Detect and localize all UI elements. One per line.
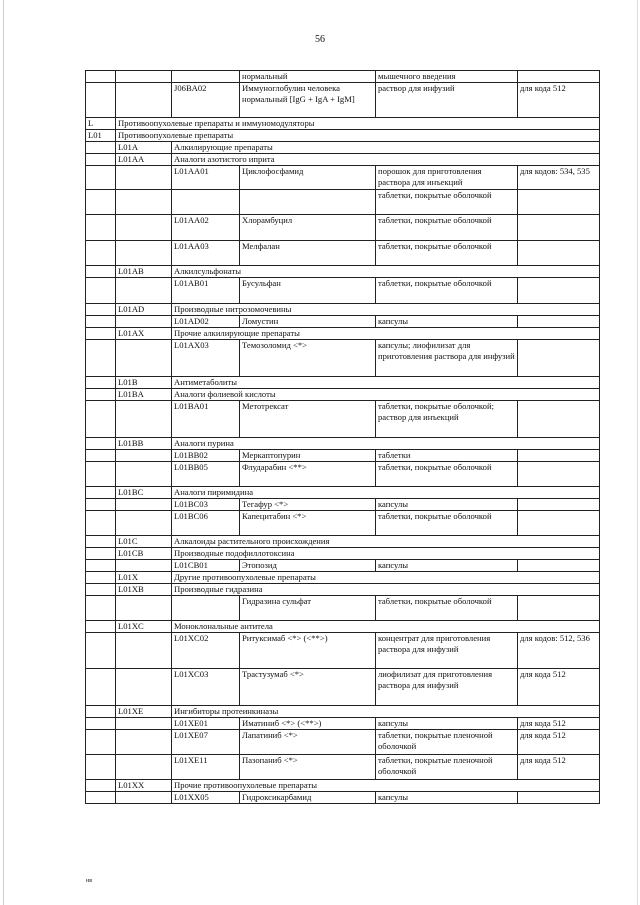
name-cell: Ломустин bbox=[240, 316, 376, 328]
atc-cell bbox=[86, 166, 116, 190]
note-cell bbox=[518, 450, 600, 462]
footer-mark: нв bbox=[86, 878, 93, 884]
group-title-cell: Ингибиторы протеинкиназы bbox=[172, 706, 600, 718]
name-cell: Темозоломид <*> bbox=[240, 340, 376, 377]
empty-cell bbox=[116, 166, 172, 190]
group-title-cell: Производные подофиллотоксина bbox=[172, 548, 600, 560]
note-cell: для кода 512 bbox=[518, 730, 600, 755]
group-title-cell: Другие противоопухолевые препараты bbox=[172, 572, 600, 584]
code-cell: L01XE11 bbox=[172, 755, 240, 780]
empty-cell bbox=[86, 780, 116, 792]
group-code-cell: L01 bbox=[86, 130, 116, 142]
empty-cell bbox=[116, 560, 172, 572]
note-cell bbox=[518, 462, 600, 487]
empty-cell bbox=[116, 278, 172, 304]
form-cell: порошок для приготовления раствора для инъекций bbox=[376, 166, 518, 190]
group-row bbox=[86, 266, 600, 278]
name-cell: Гидроксикарбамид bbox=[240, 792, 376, 804]
table-row bbox=[86, 511, 600, 536]
empty-cell bbox=[86, 328, 116, 340]
group-code-cell: L01XE bbox=[116, 706, 172, 718]
atc-cell bbox=[86, 633, 116, 669]
name-cell: Трастузумаб <*> bbox=[240, 669, 376, 706]
note-cell bbox=[518, 511, 600, 536]
atc-cell bbox=[86, 340, 116, 377]
table-row bbox=[86, 83, 600, 118]
name-cell: Мелфалан bbox=[240, 241, 376, 266]
table-row bbox=[86, 278, 600, 304]
code-cell: L01AX03 bbox=[172, 340, 240, 377]
note-cell: для кодов: 534, 535 bbox=[518, 166, 600, 190]
note-cell bbox=[518, 241, 600, 266]
name-cell: Иматиниб <*> (<**>) bbox=[240, 718, 376, 730]
group-code-cell: L01AX bbox=[116, 328, 172, 340]
empty-cell bbox=[116, 71, 172, 83]
empty-cell bbox=[116, 718, 172, 730]
code-cell: L01XX05 bbox=[172, 792, 240, 804]
group-title-cell: Производные нитрозомочевины bbox=[172, 304, 600, 316]
atc-cell bbox=[86, 71, 116, 83]
empty-cell bbox=[86, 572, 116, 584]
table-row bbox=[86, 755, 600, 780]
empty-cell bbox=[86, 304, 116, 316]
code-cell: L01XE07 bbox=[172, 730, 240, 755]
group-code-cell: L01X bbox=[116, 572, 172, 584]
empty-cell bbox=[116, 499, 172, 511]
atc-cell bbox=[86, 730, 116, 755]
form-cell: таблетки, покрытые оболочкой bbox=[376, 462, 518, 487]
empty-cell bbox=[116, 190, 172, 215]
table-row bbox=[86, 792, 600, 804]
group-row bbox=[86, 130, 600, 142]
atc-cell bbox=[86, 596, 116, 621]
group-title-cell: Алкилсульфонаты bbox=[172, 266, 600, 278]
name-cell: нормальный bbox=[240, 71, 376, 83]
form-cell: капсулы bbox=[376, 316, 518, 328]
note-cell: для кода 512 bbox=[518, 669, 600, 706]
note-cell bbox=[518, 278, 600, 304]
note-cell bbox=[518, 316, 600, 328]
form-cell: таблетки, покрытые оболочкой bbox=[376, 596, 518, 621]
atc-cell bbox=[86, 190, 116, 215]
form-cell: таблетки, покрытые пленочной оболочкой bbox=[376, 755, 518, 780]
table-row bbox=[86, 316, 600, 328]
code-cell: L01BC06 bbox=[172, 511, 240, 536]
atc-cell bbox=[86, 792, 116, 804]
table-row bbox=[86, 401, 600, 438]
group-title-cell: Аналоги азотистого иприта bbox=[172, 154, 600, 166]
note-cell bbox=[518, 499, 600, 511]
group-code-cell: L01BB bbox=[116, 438, 172, 450]
code-cell: L01XC02 bbox=[172, 633, 240, 669]
table-row bbox=[86, 166, 600, 190]
group-title-cell: Алкалоиды растительного происхождения bbox=[172, 536, 600, 548]
group-code-cell: L01A bbox=[116, 142, 172, 154]
empty-cell bbox=[86, 621, 116, 633]
page-edge-left bbox=[3, 0, 4, 905]
note-cell bbox=[518, 71, 600, 83]
form-cell: таблетки, покрытые оболочкой; раствор для инъекций bbox=[376, 401, 518, 438]
atc-cell bbox=[86, 278, 116, 304]
empty-cell bbox=[116, 340, 172, 377]
group-title-cell: Аналоги пиримидина bbox=[172, 487, 600, 499]
page-number: 56 bbox=[315, 34, 325, 45]
group-row bbox=[86, 584, 600, 596]
code-cell: J06BA02 bbox=[172, 83, 240, 118]
group-title-cell: Прочие противоопухолевые препараты bbox=[172, 780, 600, 792]
group-title-cell: Антиметаболиты bbox=[172, 377, 600, 389]
form-cell: капсулы bbox=[376, 560, 518, 572]
drug-table bbox=[85, 70, 600, 804]
empty-cell bbox=[86, 266, 116, 278]
empty-cell bbox=[116, 83, 172, 118]
empty-cell bbox=[116, 511, 172, 536]
table-row bbox=[86, 669, 600, 706]
table-row bbox=[86, 190, 600, 215]
code-cell: L01AA01 bbox=[172, 166, 240, 190]
empty-cell bbox=[86, 154, 116, 166]
group-row bbox=[86, 142, 600, 154]
empty-cell bbox=[116, 462, 172, 487]
table-row bbox=[86, 499, 600, 511]
empty-cell bbox=[116, 730, 172, 755]
empty-cell bbox=[116, 215, 172, 241]
atc-cell bbox=[86, 316, 116, 328]
group-code-cell: L01XC bbox=[116, 621, 172, 633]
name-cell: Иммуноглобулин человека нормальный [IgG + IgA + IgM] bbox=[240, 83, 376, 118]
name-cell: Циклофосфамид bbox=[240, 166, 376, 190]
empty-cell bbox=[116, 755, 172, 780]
group-row bbox=[86, 487, 600, 499]
group-row bbox=[86, 377, 600, 389]
code-cell: L01XE01 bbox=[172, 718, 240, 730]
group-code-cell: L01CB bbox=[116, 548, 172, 560]
form-cell: лиофилизат для приготовления раствора для инфузий bbox=[376, 669, 518, 706]
name-cell: Капецитабин <*> bbox=[240, 511, 376, 536]
code-cell: L01BC03 bbox=[172, 499, 240, 511]
atc-cell bbox=[86, 511, 116, 536]
atc-cell bbox=[86, 560, 116, 572]
code-cell: L01XC03 bbox=[172, 669, 240, 706]
group-row bbox=[86, 572, 600, 584]
table-row bbox=[86, 340, 600, 377]
form-cell: таблетки, покрытые пленочной оболочкой bbox=[376, 730, 518, 755]
group-code-cell: L01AA bbox=[116, 154, 172, 166]
form-cell: мышечного введения bbox=[376, 71, 518, 83]
form-cell: таблетки, покрытые оболочкой bbox=[376, 215, 518, 241]
note-cell: для кода 512 bbox=[518, 755, 600, 780]
note-cell bbox=[518, 401, 600, 438]
group-code-cell: L01BA bbox=[116, 389, 172, 401]
note-cell bbox=[518, 190, 600, 215]
empty-cell bbox=[116, 633, 172, 669]
code-cell: L01BA01 bbox=[172, 401, 240, 438]
group-title-cell: Прочие алкилирующие препараты bbox=[172, 328, 600, 340]
form-cell: таблетки, покрытые оболочкой bbox=[376, 241, 518, 266]
empty-cell bbox=[86, 536, 116, 548]
group-row bbox=[86, 706, 600, 718]
code-cell: L01BB05 bbox=[172, 462, 240, 487]
empty-cell bbox=[86, 389, 116, 401]
group-code-cell: L bbox=[86, 118, 116, 130]
group-title-cell: Аналоги пурина bbox=[172, 438, 600, 450]
empty-cell bbox=[116, 316, 172, 328]
group-row bbox=[86, 438, 600, 450]
empty-cell bbox=[86, 584, 116, 596]
empty-cell bbox=[116, 596, 172, 621]
note-cell: для кодов: 512, 536 bbox=[518, 633, 600, 669]
atc-cell bbox=[86, 401, 116, 438]
code-cell bbox=[172, 190, 240, 215]
group-title-cell: Противоопухолевые препараты и иммуномодуляторы bbox=[116, 118, 600, 130]
group-row bbox=[86, 304, 600, 316]
atc-cell bbox=[86, 669, 116, 706]
table-row bbox=[86, 71, 600, 83]
code-cell: L01AB01 bbox=[172, 278, 240, 304]
group-row bbox=[86, 154, 600, 166]
name-cell: Меркаптопурин bbox=[240, 450, 376, 462]
group-row bbox=[86, 548, 600, 560]
code-cell: L01BB02 bbox=[172, 450, 240, 462]
empty-cell bbox=[86, 548, 116, 560]
note-cell: для кода 512 bbox=[518, 718, 600, 730]
code-cell bbox=[172, 71, 240, 83]
name-cell: Гидразина сульфат bbox=[240, 596, 376, 621]
table-row bbox=[86, 730, 600, 755]
note-cell bbox=[518, 596, 600, 621]
note-cell bbox=[518, 215, 600, 241]
name-cell: Лапатиниб <*> bbox=[240, 730, 376, 755]
group-row bbox=[86, 621, 600, 633]
form-cell: таблетки, покрытые оболочкой bbox=[376, 511, 518, 536]
group-code-cell: L01BC bbox=[116, 487, 172, 499]
code-cell: L01AA02 bbox=[172, 215, 240, 241]
empty-cell bbox=[116, 669, 172, 706]
note-cell bbox=[518, 340, 600, 377]
drug-table-body bbox=[86, 71, 600, 804]
table-row bbox=[86, 462, 600, 487]
group-row bbox=[86, 780, 600, 792]
group-title-cell: Противоопухолевые препараты bbox=[116, 130, 600, 142]
group-row bbox=[86, 118, 600, 130]
form-cell: капсулы bbox=[376, 792, 518, 804]
group-row bbox=[86, 389, 600, 401]
code-cell: L01AA03 bbox=[172, 241, 240, 266]
group-title-cell: Моноклональные антитела bbox=[172, 621, 600, 633]
name-cell: Ритуксимаб <*> (<**>) bbox=[240, 633, 376, 669]
atc-cell bbox=[86, 215, 116, 241]
empty-cell bbox=[86, 487, 116, 499]
group-code-cell: L01AD bbox=[116, 304, 172, 316]
atc-cell bbox=[86, 755, 116, 780]
name-cell: Этопозид bbox=[240, 560, 376, 572]
code-cell: L01CB01 bbox=[172, 560, 240, 572]
group-code-cell: L01C bbox=[116, 536, 172, 548]
table-row bbox=[86, 560, 600, 572]
atc-cell bbox=[86, 450, 116, 462]
name-cell bbox=[240, 190, 376, 215]
name-cell: Метотрексат bbox=[240, 401, 376, 438]
group-title-cell: Аналоги фолиевой кислоты bbox=[172, 389, 600, 401]
group-title-cell: Производные гидразина bbox=[172, 584, 600, 596]
form-cell: таблетки, покрытые оболочкой bbox=[376, 190, 518, 215]
atc-cell bbox=[86, 499, 116, 511]
table-row bbox=[86, 633, 600, 669]
page-edge-right bbox=[637, 0, 638, 905]
table-row bbox=[86, 215, 600, 241]
name-cell: Флударабин <**> bbox=[240, 462, 376, 487]
form-cell: капсулы bbox=[376, 499, 518, 511]
empty-cell bbox=[86, 377, 116, 389]
form-cell: раствор для инфузий bbox=[376, 83, 518, 118]
empty-cell bbox=[116, 241, 172, 266]
group-row bbox=[86, 536, 600, 548]
group-row bbox=[86, 328, 600, 340]
note-cell: для кода 512 bbox=[518, 83, 600, 118]
note-cell bbox=[518, 560, 600, 572]
name-cell: Тегафур <*> bbox=[240, 499, 376, 511]
table-row bbox=[86, 596, 600, 621]
empty-cell bbox=[86, 706, 116, 718]
empty-cell bbox=[86, 142, 116, 154]
form-cell: концентрат для приготовления раствора для инфузий bbox=[376, 633, 518, 669]
table-row bbox=[86, 241, 600, 266]
group-code-cell: L01XB bbox=[116, 584, 172, 596]
form-cell: таблетки, покрытые оболочкой bbox=[376, 278, 518, 304]
atc-cell bbox=[86, 83, 116, 118]
form-cell: капсулы; лиофилизат для приготовления раствора для инфузий bbox=[376, 340, 518, 377]
table-row bbox=[86, 450, 600, 462]
atc-cell bbox=[86, 241, 116, 266]
table-row bbox=[86, 718, 600, 730]
name-cell: Пазопаниб <*> bbox=[240, 755, 376, 780]
atc-cell bbox=[86, 462, 116, 487]
empty-cell bbox=[86, 438, 116, 450]
empty-cell bbox=[116, 401, 172, 438]
code-cell bbox=[172, 596, 240, 621]
name-cell: Хлорамбуцил bbox=[240, 215, 376, 241]
group-title-cell: Алкилирующие препараты bbox=[172, 142, 600, 154]
form-cell: капсулы bbox=[376, 718, 518, 730]
atc-cell bbox=[86, 718, 116, 730]
name-cell: Бусульфан bbox=[240, 278, 376, 304]
empty-cell bbox=[116, 450, 172, 462]
group-code-cell: L01AB bbox=[116, 266, 172, 278]
form-cell: таблетки bbox=[376, 450, 518, 462]
group-code-cell: L01XX bbox=[116, 780, 172, 792]
note-cell bbox=[518, 792, 600, 804]
empty-cell bbox=[116, 792, 172, 804]
group-code-cell: L01B bbox=[116, 377, 172, 389]
code-cell: L01AD02 bbox=[172, 316, 240, 328]
